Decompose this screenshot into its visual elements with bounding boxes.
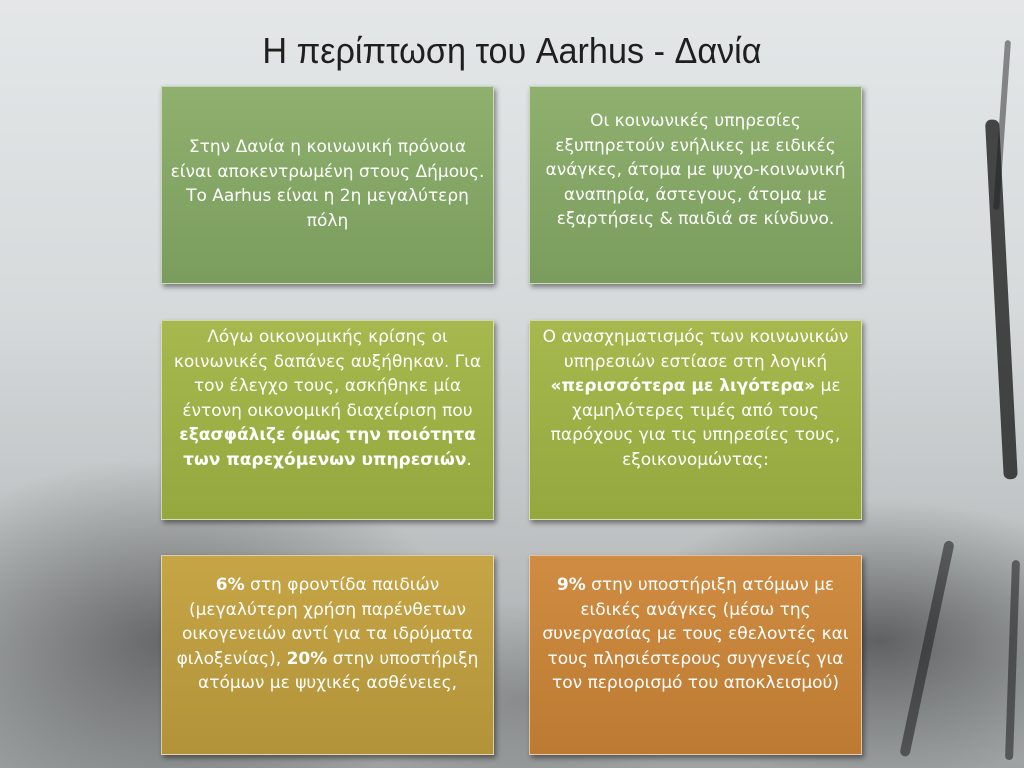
percent-value: 9%: [556, 575, 586, 595]
text-part: Λόγω οικονομικής κρίσης οι κοινωνικές δαπάνες αυξήθηκαν. Για τον έλεγχο τους, ασκήθηκε μία έντονη οικονομική διαχείριση που: [173, 327, 482, 421]
brush-stroke-decoration: [899, 540, 955, 757]
text-box-savings-children: [161, 555, 494, 755]
box-text: [536, 325, 855, 513]
bold-text: εξασφάλιζε όμως την ποιότητα των παρεχόμενων υπηρεσιών: [179, 425, 476, 470]
text-part: με χαμηλότερες τιμές από τους παρόχους για τις υπηρεσίες τους, εξοικονομώντας:: [550, 376, 841, 470]
box-text: [536, 573, 855, 748]
box-text: [168, 573, 487, 748]
box-text: Στην Δανία η κοινωνική πρόνοια είναι αποκεντρωμένη στους Δήμους. Το Aarhus είναι η 2η μεγαλύτερη πόλη: [170, 137, 485, 231]
text-box-restructuring: [529, 320, 862, 520]
text-box-decentralization: [161, 86, 494, 284]
text-part: .: [466, 449, 472, 470]
percent-value: 6%: [215, 575, 245, 595]
bold-text: «περισσότερα με λιγότερα»: [550, 376, 816, 396]
box-text: Οι κοινωνικές υπηρεσίες εξυπηρετούν ενήλικες με ειδικές ανάγκες, άτομα με ψυχο-κοινωνική αναπηρία, άστεγους, άτομα με εξαρτήσεις & παιδιά σε κίνδυνο.: [545, 111, 846, 229]
brush-stroke-decoration: [1005, 560, 1020, 760]
text-part: Ο ανασχηματισμός των κοινωνικών υπηρεσιών εστίασε στη λογική: [542, 327, 849, 372]
text-part: στην υποστήριξη ατόμων με ψυχικές ασθένειες,: [198, 648, 479, 693]
text-box-services: [529, 86, 862, 284]
slide-title: Η περίπτωση του Aarhus - Δανία: [262, 30, 762, 71]
text-part: στην υποστήριξη ατόμων με ειδικές ανάγκες (μέσω της συνεργασίας με τους εθελοντές και τους πλησιέστερους συγγενείς για τον περιορισμό του αποκλεισμού): [542, 575, 849, 693]
text-part: στη φροντίδα παιδιών (μεγαλύτερη χρήση παρένθετων οικογενειών αντί για τα ιδρύματα φιλοξενίας),: [176, 575, 473, 669]
text-box-savings-disabilities: [529, 555, 862, 755]
text-box-crisis: [161, 320, 494, 520]
box-text: [168, 325, 487, 513]
percent-value: 20%: [286, 648, 328, 669]
